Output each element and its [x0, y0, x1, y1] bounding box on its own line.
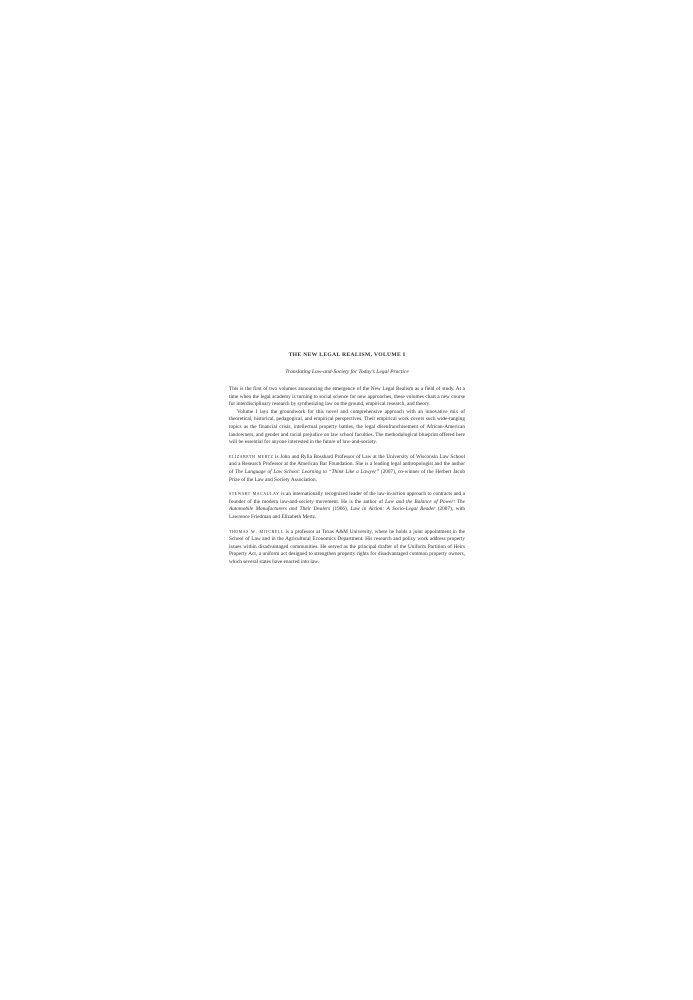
book-title: THE NEW LEGAL REALISM, VOLUME I: [288, 352, 406, 358]
author-name: stewart macaulay: [229, 491, 280, 498]
book-subtitle: Translating Law-and-Society for Today’s Legal Practice: [285, 369, 409, 375]
bio-text: (2007), co-winner of the Herbert Jacob Prize of the Law and Society Association.: [229, 468, 466, 483]
bio-text: is a professor at Texas A&M University, where he holds a joint appointment in the School of Law and in the Agricultural Economics Department. His research and policy work address property issues within disadvantaged communities. He served as the principal drafter of the Uniform Partition of Heirs Property Act, a uniform act designed to strengthen property rights for disadvantaged common property owners, which several states have enacted into law.: [229, 528, 465, 565]
book-reference: Law in Action: A Socio-Legal Reader: [350, 506, 436, 513]
book-description-page: [229, 352, 465, 566]
book-reference: The Language of Law School: Learning to “Think Like a Lawyer”: [235, 468, 380, 475]
bio-paragraph: [229, 491, 465, 521]
bio-paragraph: [229, 454, 465, 484]
blurb-paragraph-2: Volume I lays the groundwork for this novel and comprehensive approach with an innovative mix of theoretical, historical, pedagogical, and empirical perspectives. Their empirical work covers such wide-ranging topics as the financial crisis, intellectual property battles, the legal disenfranchisement of African-American landowners, and gender and racial prejudice on law school faculties. The methodological blueprint offered here will be essential for anyone interested in the future of law-and-society.: [229, 408, 465, 446]
author-name: elizabeth mertz: [229, 453, 274, 460]
author-bio-mitchell: [229, 529, 465, 567]
bio-text: (2007), with Lawrence Friedman and Elizabeth Mertz.: [229, 506, 465, 520]
book-reference: Law and the Balance of Power: The Automobile Manufacturers and Their Dealers: [229, 498, 465, 513]
blurb-paragraph-1: This is the first of two volumes announcing the emergence of the New Legal Realism as a field of study. At a time when the legal academy is turning to social science for new approaches, these volumes chart a new course for interdisciplinary research by synthesizing law on the ground, empirical research, and theory.: [229, 386, 465, 408]
bio-text: is John and Rylla Bosshard Professor of Law at the University of Wisconsin Law School and a Research Professor at the American Bar Foundation. She is a leading legal anthropologist and the author of: [229, 453, 466, 475]
author-bio-mertz: [229, 454, 465, 484]
author-name: thomas w. mitchell: [229, 528, 284, 535]
book-blurb: [229, 386, 465, 447]
author-bio-macaulay: [229, 491, 465, 521]
bio-paragraph: [229, 529, 465, 567]
bio-text: (1966),: [330, 506, 351, 513]
bio-text: is an internationally recognized leader of the law-in-action approach to contracts and a founder of the modern law-and-society movement. He is the author of: [229, 491, 465, 505]
